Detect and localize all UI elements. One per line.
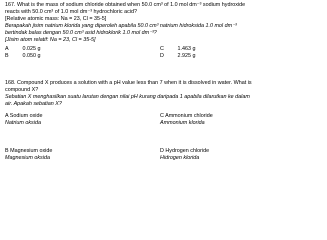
q167-malay-line3: [Jisim atom relatif: Na = 23, Cl = 35-5] bbox=[5, 37, 96, 43]
q168-option-a-text: A Sodium oxide bbox=[5, 113, 43, 119]
q168-option-a[interactable] bbox=[5, 113, 42, 127]
q168-line1: 168. Compound X produces a solution with a pH value less than 7 when it is dissolved in water. What is bbox=[5, 80, 252, 86]
q167-option-d-text: 2.925 g bbox=[177, 53, 196, 59]
q167-option-b-letter: B bbox=[5, 53, 9, 59]
q168-option-c[interactable] bbox=[160, 113, 213, 127]
q167-option-c-letter: C bbox=[160, 46, 164, 52]
q167-line1: 167. What is the mass of sodium chloride obtained when 50.0 cm³ of 1.0 mol dm⁻³ sodium hydroxide bbox=[5, 2, 246, 8]
q167-option-a-text: 0.025 g bbox=[22, 46, 41, 52]
q167-line2: reacts with 50.0 cm³ of 1.0 mol dm⁻³ hydrochloric acid? bbox=[5, 9, 137, 15]
question-167 bbox=[5, 2, 323, 44]
q168-option-b-text: B Magnesium oxide bbox=[5, 148, 53, 154]
q167-option-b-text: 0.050 g bbox=[22, 53, 41, 59]
q168-option-c-malay: Ammonium klorida bbox=[160, 120, 205, 126]
q167-options bbox=[5, 46, 323, 68]
q167-option-d[interactable] bbox=[160, 53, 196, 60]
q167-option-d-letter: D bbox=[160, 53, 164, 59]
q167-line3: [Relative atomic mass: Na = 23, Cl = 35-5] bbox=[5, 16, 107, 22]
q168-line2: compound X? bbox=[5, 87, 39, 93]
q167-malay-line2: bertindak balas dengan 50.0 cm³ asid hidroklorik 1.0 mol dm⁻³? bbox=[5, 30, 157, 36]
q167-option-a[interactable] bbox=[5, 46, 41, 53]
q168-malay-line2: air. Apakah sebatian X? bbox=[5, 101, 62, 107]
q168-option-c-text: C Ammonium chloride bbox=[160, 113, 213, 119]
q168-option-d-text: D Hydrogen chloride bbox=[160, 148, 210, 154]
q167-malay-line1: Berapakah jisim natrium klorida yang diperoleh apabila 50.0 cm³ natrium hidroksida 1.0 mol dm⁻³ bbox=[5, 23, 237, 29]
q168-options bbox=[5, 113, 323, 163]
q168-option-d-malay: Hidrogen klorida bbox=[160, 155, 200, 161]
q168-option-a-malay: Natrium oksida bbox=[5, 120, 41, 126]
q167-option-b[interactable] bbox=[5, 53, 41, 60]
q168-option-b-malay: Magnesium oksida bbox=[5, 155, 50, 161]
question-168 bbox=[5, 80, 323, 108]
q167-option-c-text: 1.463 g bbox=[177, 46, 196, 52]
q168-option-d[interactable] bbox=[160, 148, 209, 162]
q168-malay-line1: Sebatian X menghasilkan suatu larutan dengan nilai pH kurang daripada 1 apabila dilarutkan ke dalam bbox=[5, 94, 250, 100]
q168-option-b[interactable] bbox=[5, 148, 52, 162]
q167-option-c[interactable] bbox=[160, 46, 196, 53]
q167-option-a-letter: A bbox=[5, 46, 9, 52]
